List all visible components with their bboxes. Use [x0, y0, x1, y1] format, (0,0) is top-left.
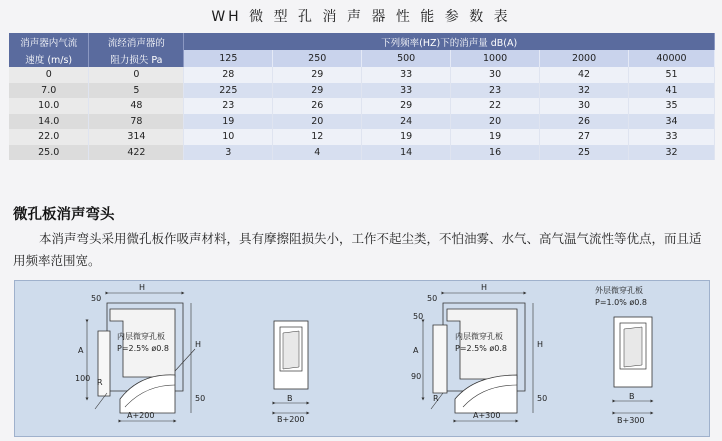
outer-plate-label: 外层微穿孔板 — [595, 286, 643, 295]
dim-bottom: A+300 — [473, 411, 501, 420]
freq-col-header: 500 — [362, 50, 451, 67]
attenuation-cell: 3 — [184, 145, 273, 161]
attenuation-cell: 33 — [362, 67, 451, 83]
dim-h-top: H — [139, 283, 146, 292]
speed-unit-header: 速度 (m/s) — [9, 50, 89, 67]
attenuation-cell: 23 — [451, 83, 540, 99]
dim-h-top: H — [481, 283, 488, 292]
speed-cell: 14.0 — [9, 114, 89, 130]
dim-50-right: 50 — [537, 394, 548, 403]
speed-header: 消声器内气流 — [9, 33, 89, 50]
table-row — [9, 129, 715, 145]
loss-cell: 78 — [89, 114, 184, 130]
section-heading: 微孔板消声弯头 — [13, 207, 115, 223]
speed-cell: 25.0 — [9, 145, 89, 161]
attenuation-cell: 23 — [184, 98, 273, 114]
attenuation-cell: 19 — [184, 114, 273, 130]
section2-dim-b: B — [629, 392, 635, 401]
attenuation-cell: 26 — [273, 98, 362, 114]
attenuation-cell: 51 — [629, 67, 715, 83]
elbow-drawing-2 — [411, 283, 547, 421]
attenuation-cell: 26 — [540, 114, 629, 130]
attenuation-cell: 42 — [540, 67, 629, 83]
loss-unit-header: 阻力损失 Pa — [89, 50, 184, 67]
dim-50: 50 — [413, 312, 424, 321]
speed-cell: 22.0 — [9, 129, 89, 145]
freq-col-header: 2000 — [540, 50, 629, 67]
loss-cell: 422 — [89, 145, 184, 161]
attenuation-cell: 225 — [184, 83, 273, 99]
dim-a: A — [78, 346, 84, 355]
dim-90: 90 — [411, 372, 422, 381]
speed-cell: 7.0 — [9, 83, 89, 99]
attenuation-cell: 24 — [362, 114, 451, 130]
attenuation-cell: 20 — [273, 114, 362, 130]
loss-cell: 314 — [89, 129, 184, 145]
attenuation-cell: 35 — [629, 98, 715, 114]
elbow-drawing-1 — [75, 283, 205, 421]
section-description: 本消声弯头采用微孔板作吸声材料，具有摩擦阻损失小，工作不起尘类，不怕油雾、水气、高气温气流性等优点，而且适用频率范围宽。 — [13, 231, 702, 268]
table-row — [9, 83, 715, 99]
attenuation-cell: 30 — [540, 98, 629, 114]
section1-dim-bottom: B+200 — [277, 415, 305, 424]
freq-col-header: 250 — [273, 50, 362, 67]
freq-col-header: 125 — [184, 50, 273, 67]
attenuation-cell: 33 — [629, 129, 715, 145]
attenuation-cell: 25 — [540, 145, 629, 161]
freq-col-header: 1000 — [451, 50, 540, 67]
attenuation-cell: 34 — [629, 114, 715, 130]
table-row — [9, 145, 715, 161]
attenuation-cell: 16 — [451, 145, 540, 161]
speed-cell: 10.0 — [9, 98, 89, 114]
inner-plate-label: 内层微穿孔板 — [117, 332, 165, 341]
dim-50-top: 50 — [91, 294, 102, 303]
attenuation-cell: 41 — [629, 83, 715, 99]
attenuation-cell: 33 — [362, 83, 451, 99]
page-title: WH 微 型 孔 消 声 器 性 能 参 数 表 — [211, 9, 511, 25]
loss-cell: 48 — [89, 98, 184, 114]
attenuation-cell: 19 — [451, 129, 540, 145]
dim-50-right: 50 — [195, 394, 206, 403]
technical-drawing — [15, 281, 709, 436]
dim-h-right: H — [537, 340, 544, 349]
table-row — [9, 98, 715, 114]
attenuation-cell: 14 — [362, 145, 451, 161]
section1-dim-b: B — [287, 394, 293, 403]
attenuation-cell: 27 — [540, 129, 629, 145]
dim-50-top: 50 — [427, 294, 438, 303]
attenuation-cell: 4 — [273, 145, 362, 161]
dim-r: R — [433, 394, 439, 403]
attenuation-cell: 19 — [362, 129, 451, 145]
attenuation-cell: 32 — [629, 145, 715, 161]
section2-dim-bottom: B+300 — [617, 416, 645, 425]
loss-cell: 0 — [89, 67, 184, 83]
table-row — [9, 67, 715, 83]
section-view-1 — [274, 321, 308, 424]
attenuation-cell: 29 — [273, 83, 362, 99]
inner-plate-spec: P=2.5% ø0.8 — [455, 344, 508, 353]
attenuation-cell: 29 — [362, 98, 451, 114]
attenuation-cell: 28 — [184, 67, 273, 83]
drawing-panel — [14, 280, 710, 437]
loss-cell: 5 — [89, 83, 184, 99]
attenuation-cell: 30 — [451, 67, 540, 83]
dim-bottom: A+200 — [127, 411, 155, 420]
freq-header: 下列频率(HZ)下的消声量 dB(A) — [184, 33, 715, 50]
speed-cell: 0 — [9, 67, 89, 83]
loss-header: 流经消声器的 — [89, 33, 184, 50]
dim-a: A — [413, 346, 419, 355]
attenuation-cell: 10 — [184, 129, 273, 145]
performance-table — [9, 33, 715, 160]
attenuation-cell: 20 — [451, 114, 540, 130]
dim-h-right: H — [195, 340, 202, 349]
inner-plate-spec: P=2.5% ø0.8 — [117, 344, 170, 353]
table-row — [9, 114, 715, 130]
section-view-2 — [595, 285, 652, 425]
dim-r: R — [97, 378, 103, 387]
inner-plate-label: 内层微穿孔板 — [455, 332, 503, 341]
attenuation-cell: 12 — [273, 129, 362, 145]
attenuation-cell: 22 — [451, 98, 540, 114]
attenuation-cell: 32 — [540, 83, 629, 99]
freq-col-header: 40000 — [629, 50, 715, 67]
dim-100: 100 — [75, 374, 91, 383]
outer-plate-spec: P=1.0% ø0.8 — [595, 298, 648, 307]
attenuation-cell: 29 — [273, 67, 362, 83]
